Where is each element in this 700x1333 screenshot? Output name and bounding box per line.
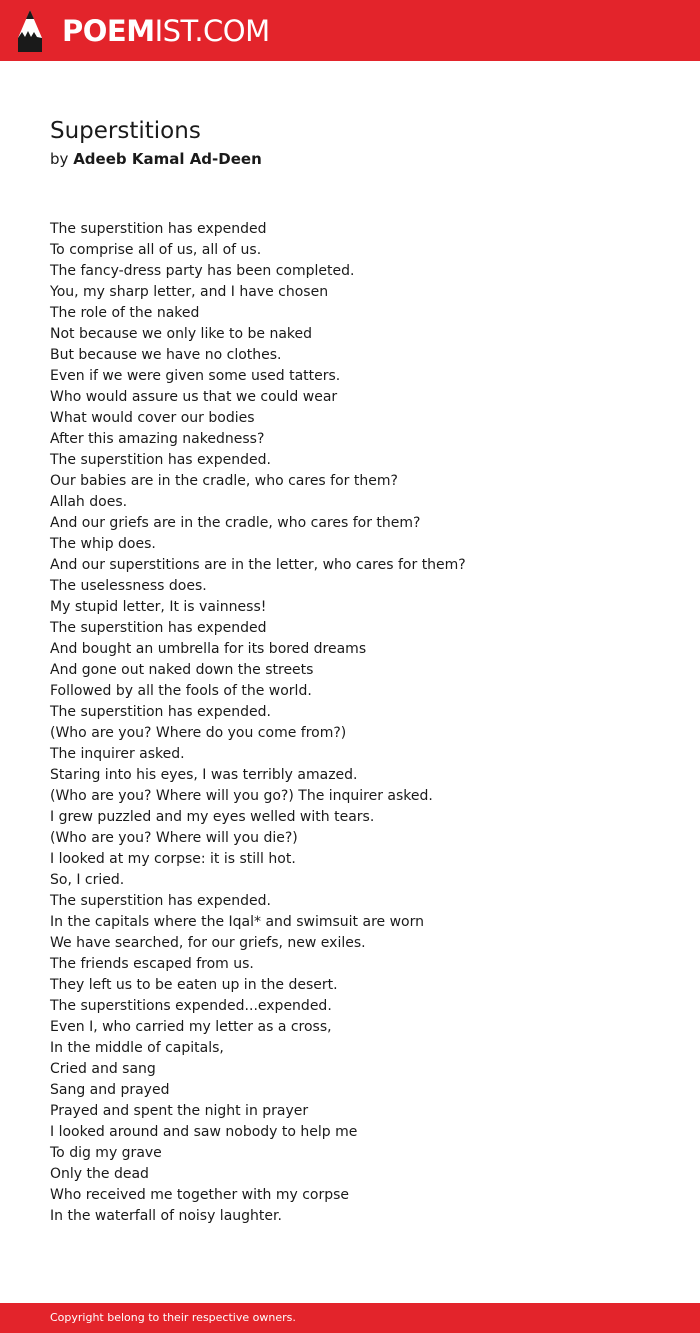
poem-line: Who received me together with my corpse (50, 1187, 350, 1203)
copyright-text: Copyright belong to their respective owners. (50, 1311, 296, 1324)
poem-line: The superstition has expended. (50, 452, 271, 468)
logo-word-strong: POEM (62, 14, 155, 48)
poem-line: Even I, who carried my letter as a cross, (50, 1019, 332, 1035)
poem-line: Not because we only like to be naked (50, 326, 313, 342)
poem-line: The superstition has expended (50, 221, 267, 237)
poem-line: Staring into his eyes, I was terribly amazed. (50, 767, 358, 783)
poem-line: The superstition has expended. (50, 893, 271, 909)
poem-line: The superstitions expended...expended. (50, 998, 332, 1014)
poem-line: (Who are you? Where will you go?) The inquirer asked. (50, 788, 433, 804)
poem-line: The inquirer asked. (50, 746, 185, 762)
poem-line: What would cover our bodies (50, 410, 255, 426)
poem-line: Prayed and spent the night in prayer (50, 1103, 309, 1119)
poem-line: You, my sharp letter, and I have chosen (50, 284, 329, 300)
poem-line: The friends escaped from us. (50, 956, 254, 972)
poem-line: And gone out naked down the streets (50, 662, 314, 678)
poem-line: Followed by all the fools of the world. (50, 683, 312, 699)
poem-line: I looked around and saw nobody to help me (50, 1124, 358, 1140)
poem-line: And our griefs are in the cradle, who cares for them? (50, 515, 421, 531)
poem-line: But because we have no clothes. (50, 347, 282, 363)
poem-line: My stupid letter, It is vainness! (50, 599, 267, 615)
site-header (0, 0, 700, 61)
poem-line: The whip does. (50, 536, 156, 552)
poem-line: Even if we were given some used tatters. (50, 368, 341, 384)
poem-line: They left us to be eaten up in the desert. (50, 977, 338, 993)
poem-line: So, I cried. (50, 872, 125, 888)
byline-prefix: by (50, 150, 69, 168)
poem-title: Superstitions (50, 118, 201, 144)
poem-line: And bought an umbrella for its bored dreams (50, 641, 367, 657)
logo-word-light: IST.COM (154, 14, 270, 48)
pencil-logo-icon (18, 10, 42, 52)
poem-line: (Who are you? Where will you die?) (50, 830, 298, 846)
poem-line: Only the dead (50, 1166, 149, 1182)
poem-line: I looked at my corpse: it is still hot. (50, 851, 296, 867)
poem-line: In the waterfall of noisy laughter. (50, 1208, 282, 1224)
site-logo-link[interactable] (18, 10, 270, 52)
poem-line: Allah does. (50, 494, 128, 510)
poem-line: To comprise all of us, all of us. (50, 242, 262, 258)
poem-line: Cried and sang (50, 1061, 156, 1077)
poem-line: The fancy-dress party has been completed. (50, 263, 355, 279)
poem-line: To dig my grave (50, 1145, 162, 1161)
poem-author: Adeeb Kamal Ad-Deen (73, 150, 262, 168)
poem-line: And our superstitions are in the letter, who cares for them? (50, 557, 466, 573)
poem-line: We have searched, for our griefs, new exiles. (50, 935, 366, 951)
site-logo-text (62, 10, 270, 52)
poem-line: Sang and prayed (50, 1082, 170, 1098)
poem-byline (50, 148, 262, 170)
poem-line: The superstition has expended. (50, 704, 271, 720)
poem-line: I grew puzzled and my eyes welled with tears. (50, 809, 375, 825)
poem-line: In the middle of capitals, (50, 1040, 224, 1056)
poem-line: (Who are you? Where do you come from?) (50, 725, 347, 741)
poem-line: After this amazing nakedness? (50, 431, 265, 447)
poem-line: In the capitals where the Iqal* and swimsuit are worn (50, 914, 424, 930)
poem-line: The role of the naked (50, 305, 200, 321)
poem-body (50, 219, 670, 1227)
poem-line: The uselessness does. (50, 578, 207, 594)
site-footer (0, 1303, 700, 1333)
poem-line: The superstition has expended (50, 620, 267, 636)
poem-line: Our babies are in the cradle, who cares for them? (50, 473, 398, 489)
poem-line: Who would assure us that we could wear (50, 389, 338, 405)
